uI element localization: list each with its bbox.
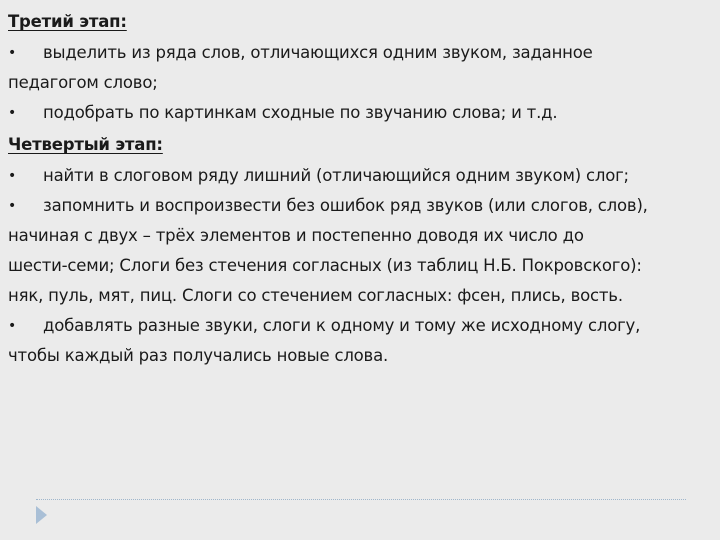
list-item [8, 98, 713, 128]
list-item-continuation: начиная с двух – трёх элементов и постепенно доводя их число до [8, 226, 584, 245]
list-item-text: найти в слоговом ряду лишний (отличающийся одним звуком) слог; [43, 166, 629, 185]
list-item [8, 161, 713, 191]
list-item-continuation: педагогом слово; [8, 73, 158, 92]
bullet-icon: • [8, 105, 17, 121]
bullet-icon: • [8, 168, 17, 184]
list-item-continuation: няк, пуль, мят, пиц. Слоги со стечением согласных: фсен, плись, вость. [8, 286, 623, 305]
bullet-icon: • [8, 45, 17, 61]
list-item-text: выделить из ряда слов, отличающихся одним звуком, заданное [43, 43, 593, 62]
section-heading-stage-4: Четвертый этап: [8, 135, 163, 154]
list-item-text: запомнить и воспроизвести без ошибок ряд звуков (или слогов, слов), [43, 196, 648, 215]
list-item-text: подобрать по картинкам сходные по звучанию слова; и т.д. [43, 103, 558, 122]
list-item [8, 191, 713, 311]
list-item-continuation: шести-семи; Слоги без стечения согласных (из таблиц Н.Б. Покровского): [8, 256, 642, 275]
slide-content [8, 5, 713, 371]
dotted-divider [36, 499, 686, 500]
bullet-icon: • [8, 198, 17, 214]
list-item [8, 311, 713, 371]
section-heading-stage-3: Третий этап: [8, 12, 127, 31]
list-item-text: добавлять разные звуки, слоги к одному и тому же исходному слогу, [43, 316, 641, 335]
list-item [8, 38, 713, 98]
bullet-icon: • [8, 318, 17, 334]
list-item-continuation: чтобы каждый раз получались новые слова. [8, 346, 389, 365]
triangle-arrow-icon [36, 506, 47, 524]
